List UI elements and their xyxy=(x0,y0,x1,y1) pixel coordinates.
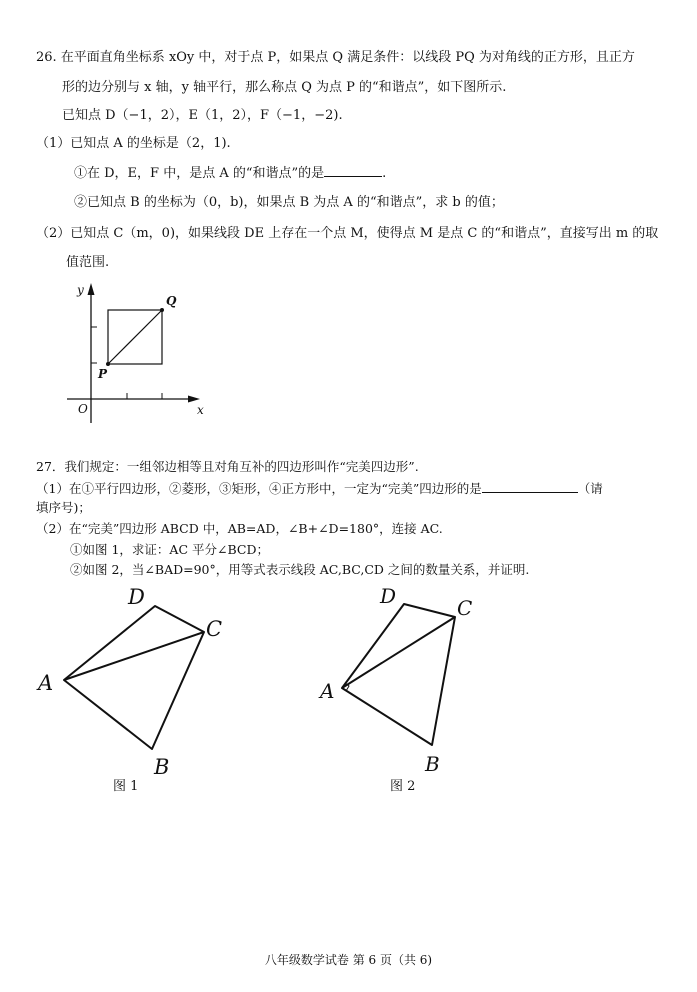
page-footer: 八年级数学试卷 第 6 页（共 6) xyxy=(264,953,433,967)
label-c-2: C xyxy=(457,596,473,620)
figure-1-caption: 图 1 xyxy=(113,779,139,794)
diagonal-ac-2 xyxy=(342,617,455,688)
label-a-2: A xyxy=(320,679,335,703)
q26-line2: 形的边分别与 x 轴，y 轴平行，那么称点 Q 为点 P 的“和谐点”，如下图所示. xyxy=(62,80,507,95)
label-d-2: D xyxy=(380,584,397,608)
q26-given-points: 已知点 D（−1，2），E（1，2），F（−1，−2). xyxy=(62,108,343,123)
quad-abcd-2 xyxy=(342,604,455,745)
q26-part2-cont: 值范围. xyxy=(66,255,110,270)
q-label: Q xyxy=(166,294,177,308)
figure-2-caption: 图 2 xyxy=(390,779,416,794)
q27-line1: 27．我们规定：一组邻边相等且对角互补的四边形叫作“完美四边形”. xyxy=(36,459,419,474)
q26-part2: （2）已知点 C（m，0)，如果线段 DE 上存在一个点 M，使得点 M 是点 C 的“和谐点”，直接写出 m 的取 xyxy=(36,226,659,241)
q26-part1: （1）已知点 A 的坐标是（2，1). xyxy=(36,136,231,151)
q27-part2a: ①如图 1，求证：AC 平分∠BCD； xyxy=(70,542,269,557)
q27-part1-tail: （请 xyxy=(577,481,603,496)
label-b-2: B xyxy=(425,752,440,776)
diagonal-ac-1 xyxy=(64,632,204,680)
x-label: x xyxy=(197,403,204,417)
q26-line1: 26. 在平面直角坐标系 xOy 中，对于点 P，如果点 Q 满足条件：以线段 PQ 为对角线的正方形，且正方 xyxy=(36,50,635,65)
label-c-1: C xyxy=(206,617,223,641)
label-b-1: B xyxy=(154,755,170,779)
y-label: y xyxy=(77,283,84,297)
q26-part1a-end: . xyxy=(382,166,387,181)
q27-part2: （2）在“完美”四边形 ABCD 中，AB=AD，∠B+∠D=180°，连接 AC. xyxy=(36,521,443,536)
q26-part1a-text: ①在 D，E，F 中，是点 A 的“和谐点”的是 xyxy=(74,166,325,181)
quad-abcd-1 xyxy=(64,606,204,749)
label-a-1: A xyxy=(38,671,54,695)
q27-part1-text: （1）在①平行四边形，②菱形，③矩形，④正方形中，一定为“完美”四边形的是 xyxy=(36,481,482,496)
p-label: P xyxy=(98,367,108,381)
q27-part1-cont: 填序号)； xyxy=(36,500,91,515)
figure-1 xyxy=(36,585,222,794)
q26-part1b: ②已知点 B 的坐标为（0，b)，如果点 B 为点 A 的“和谐点”，求 b 的值； xyxy=(74,195,504,210)
q27-part2b: ②如图 2，当∠BAD=90°，用等式表示线段 AC,BC,CD 之间的数量关系，并证明. xyxy=(70,562,530,577)
label-d-1: D xyxy=(128,585,145,609)
figure-2 xyxy=(318,584,472,794)
origin-label: O xyxy=(78,402,88,416)
